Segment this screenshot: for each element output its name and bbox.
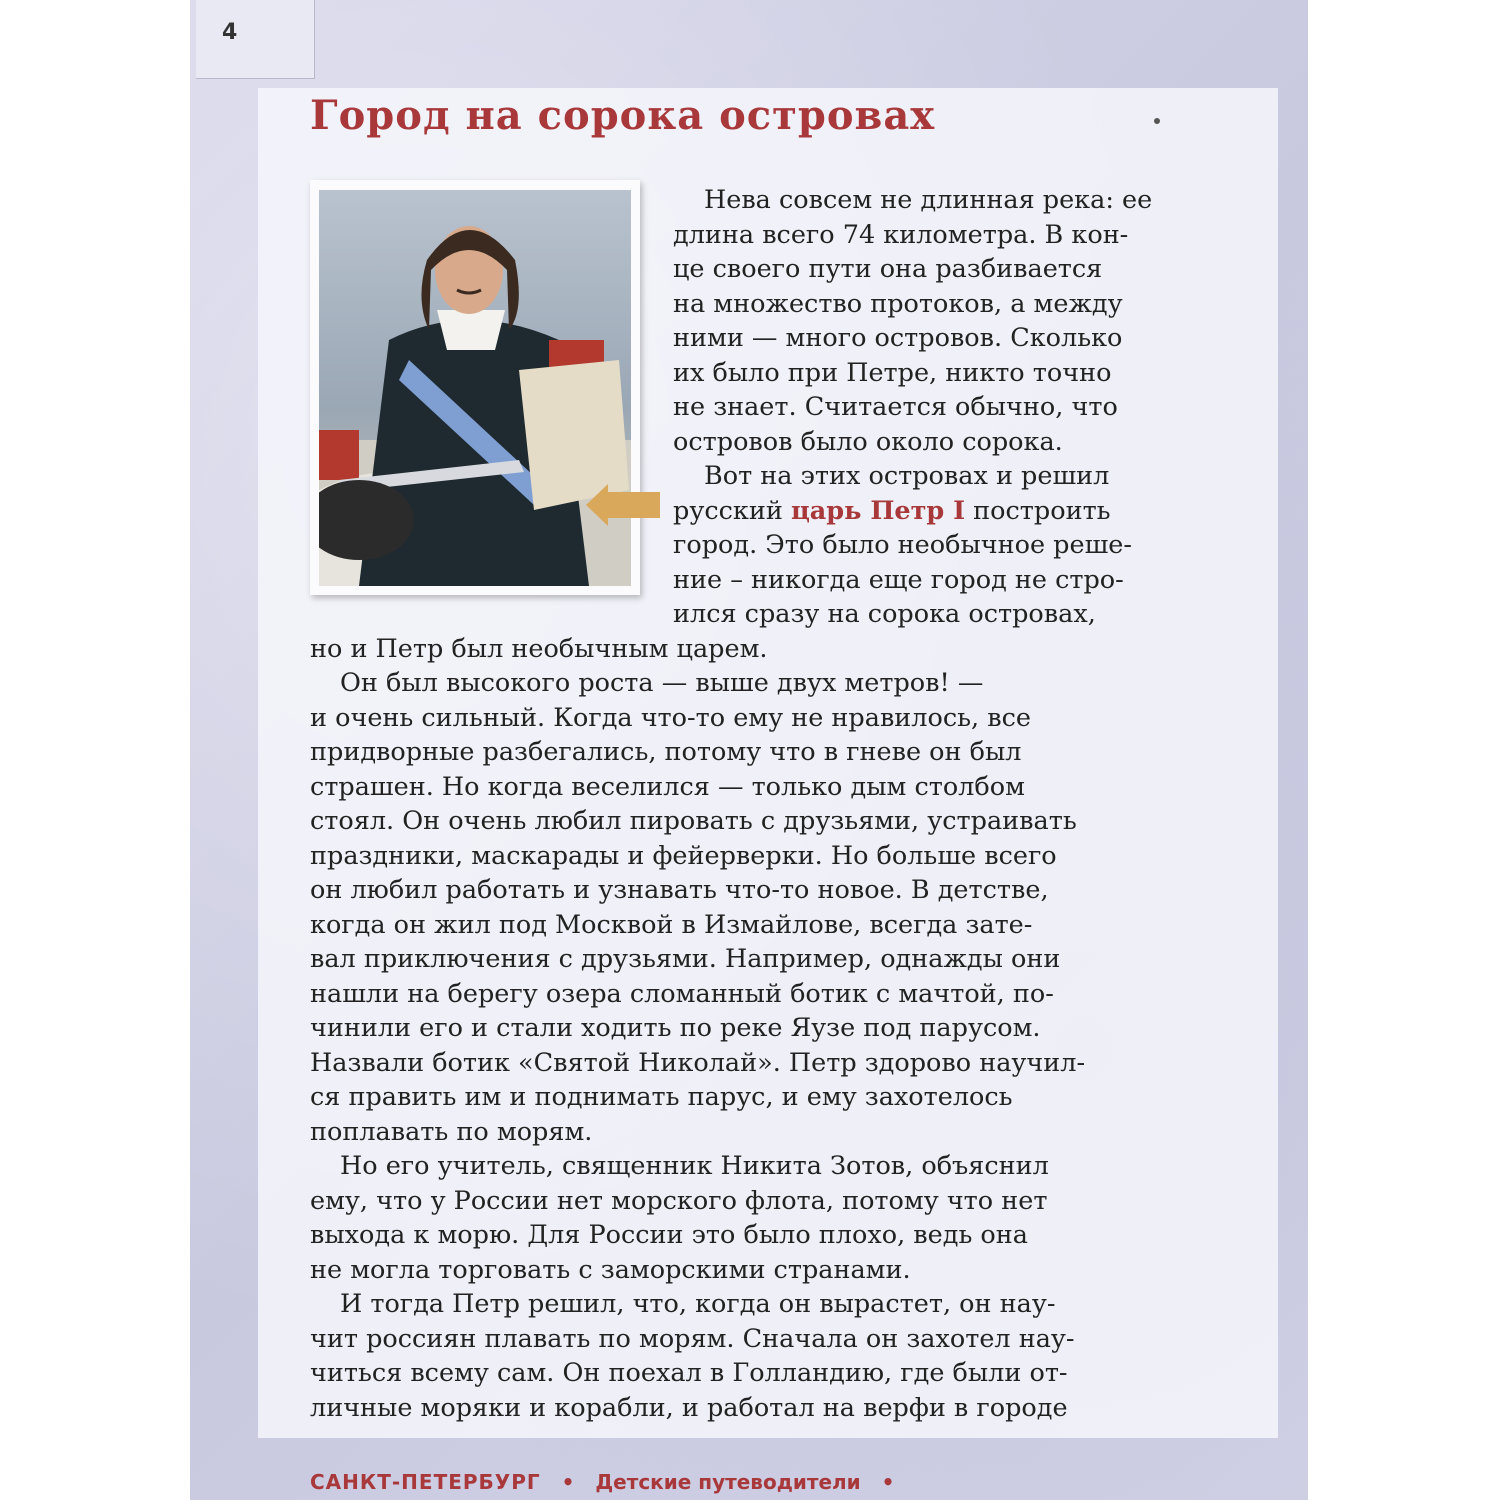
text-line: страшен. Но когда веселился — только дым столбом <box>310 771 1025 802</box>
text-line: ние – никогда еще город не стро- <box>673 564 1124 595</box>
text-line: ился сразу на сорока островах, <box>673 599 1096 629</box>
text-line: вал приключения с друзьями. Например, однажды они <box>310 944 1061 974</box>
footer <box>310 1470 894 1494</box>
text-line: он любил работать и узнавать что-то новое. В детстве, <box>310 875 1049 905</box>
text-line: Но его учитель, священник Никита Зотов, объяснил <box>340 1151 1049 1181</box>
text-line: поплавать по морям. <box>310 1116 593 1147</box>
text-line: их было при Петре, никто точно <box>673 357 1112 388</box>
title-dot <box>1154 118 1160 124</box>
text-line: не знает. Считается обычно, что <box>673 392 1118 422</box>
text-line: но и Петр был необычным царем. <box>310 633 768 664</box>
text-line: придворные разбегались, потому что в гневе он был <box>310 737 1022 767</box>
text-line: выхода к морю. Для России это было плохо, ведь она <box>310 1220 1028 1250</box>
page-number-tab <box>196 0 315 79</box>
text-line: город. Это было необычное реше- <box>673 530 1132 560</box>
footer-separator: • <box>561 1470 575 1494</box>
footer-series: Детские путеводители <box>595 1470 861 1494</box>
text-line: чит россиян плавать по морям. Сначала он захотел нау- <box>310 1323 1075 1354</box>
text-segment: построить <box>965 495 1111 526</box>
text-line: Вот на этих островах и решил <box>704 461 1110 491</box>
portrait-frame <box>310 180 640 595</box>
text-line: и очень сильный. Когда что-то ему не нравилось, все <box>310 702 1031 733</box>
text-line: Он был высокого роста — выше двух метров! — <box>340 668 984 698</box>
text-line: Нева совсем не длинная река: ее <box>704 185 1153 215</box>
text-line: когда он жил под Москвой в Измайлове, всегда зате- <box>310 909 1033 940</box>
page-title: Город на сорока островах <box>310 92 936 139</box>
text-line: личные моряки и корабли, и работал на верфи в городе <box>310 1392 1068 1423</box>
text-line: праздники, маскарады и фейерверки. Но больше всего <box>310 840 1057 871</box>
text-line: длина всего 74 километра. В кон- <box>673 219 1129 250</box>
text-line: И тогда Петр решил, что, когда он вырастет, он нау- <box>340 1289 1056 1319</box>
text-line: читься всему сам. Он поехал в Голландию, где были от- <box>310 1358 1068 1388</box>
footer-city: САНКТ-ПЕТЕРБУРГ <box>310 1470 541 1494</box>
page-number: 4 <box>222 20 238 45</box>
highlight-tsar-peter: царь Петр I <box>790 495 966 526</box>
text-line: Назвали ботик «Святой Николай». Петр здорово научил- <box>310 1047 1086 1078</box>
text-line: нашли на берегу озера сломанный ботик с мачтой, по- <box>310 978 1054 1009</box>
text-line: островов было около сорока. <box>673 426 1063 457</box>
text-line: стоял. Он очень любил пировать с друзьями, устраивать <box>310 806 1077 836</box>
text-line <box>673 494 1500 529</box>
text-line: ними — много островов. Сколько <box>673 323 1123 353</box>
portrait-illustration <box>319 190 631 586</box>
peter-the-great-portrait <box>319 190 631 586</box>
text-line: не могла торговать с заморскими странами. <box>310 1254 911 1285</box>
text-line: ему, что у России нет морского флота, потому что нет <box>310 1185 1048 1216</box>
text-line: чинили его и стали ходить по реке Яузе под парусом. <box>310 1013 1041 1043</box>
text-segment: русский <box>673 495 791 526</box>
text-line: ся править им и поднимать парус, и ему захотелось <box>310 1082 1013 1112</box>
arrow-left-icon <box>586 484 660 526</box>
text-line: на множество протоков, а между <box>673 288 1123 319</box>
text-line: це своего пути она разбивается <box>673 254 1103 284</box>
footer-separator: • <box>881 1470 895 1494</box>
